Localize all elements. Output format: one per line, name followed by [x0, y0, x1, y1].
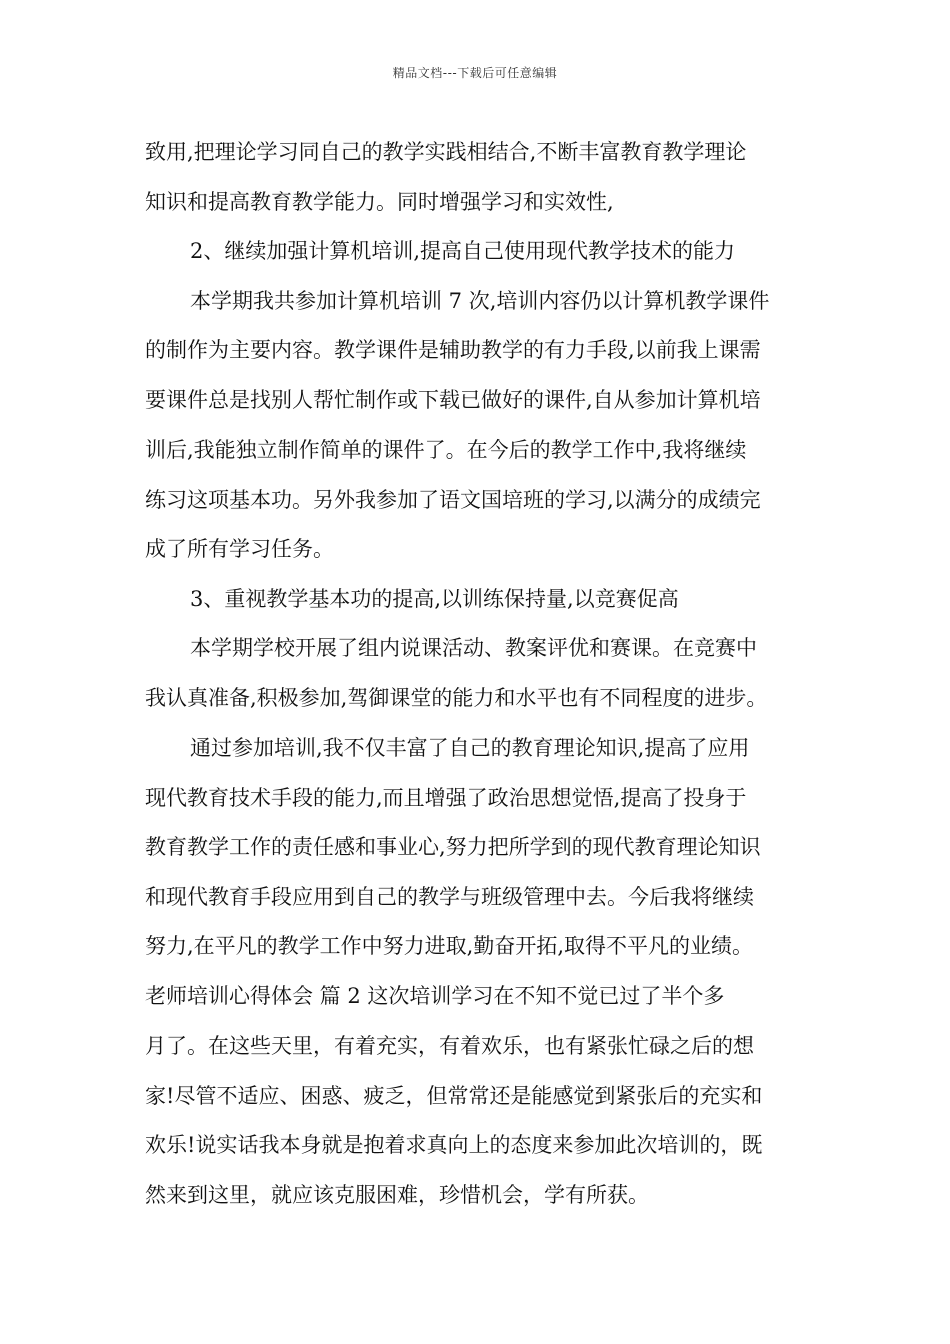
text-line: 然来到这里，就应该克服困难，珍惜机会，学有所获。	[145, 1183, 649, 1207]
section-heading: 3、重视教学基本功的提高,以训练保持量,以竞赛促高	[190, 587, 679, 611]
text-line: 通过参加培训,我不仅丰富了自己的教育理论知识,提高了应用	[190, 736, 750, 760]
text-line: 成了所有学习任务。	[145, 537, 334, 561]
text-line: 知识和提高教育教学能力。同时增强学习和实效性,	[145, 190, 614, 214]
text-line: 现代教育技术手段的能力,而且增强了政治思想觉悟,提高了投身于	[145, 786, 747, 810]
text-line: 努力,在平凡的教学工作中努力进取,勤奋开拓,取得不平凡的业绩。	[145, 934, 754, 958]
text-line: 和现代教育手段应用到自己的教学与班级管理中去。今后我将继续	[145, 885, 754, 909]
text-line: 月了。在这些天里，有着充实，有着欢乐，也有紧张忙碌之后的想	[145, 1034, 754, 1058]
text-line: 的制作为主要内容。教学课件是辅助教学的有力手段,以前我上课需	[145, 338, 761, 362]
text-line: 要课件总是找别人帮忙制作或下载已做好的课件,自从参加计算机培	[145, 388, 761, 412]
text-line: 训后,我能独立制作简单的课件了。在今后的教学工作中,我将继续	[145, 438, 747, 462]
section-heading: 2、继续加强计算机培训,提高自己使用现代教学技术的能力	[190, 239, 736, 263]
text-line: 本学期我共参加计算机培训 7 次,培训内容仍以计算机教学课件	[190, 289, 770, 313]
text-line: 老师培训心得体会 篇 2 这次培训学习在不知不觉已过了半个多	[145, 984, 725, 1008]
text-line: 致用,把理论学习同自己的教学实践相结合,不断丰富教育教学理论	[145, 140, 747, 164]
text-line: 欢乐!说实话我本身就是抱着求真向上的态度来参加此次培训的，既	[145, 1133, 763, 1157]
text-line: 我认真准备,积极参加,驾御课堂的能力和水平也有不同程度的进步。	[145, 686, 768, 710]
text-line: 家!尽管不适应、困惑、疲乏，但常常还是能感觉到紧张后的充实和	[145, 1084, 763, 1108]
page-header: 精品文档---下载后可任意编辑	[392, 66, 558, 80]
text-line: 本学期学校开展了组内说课活动、教案评优和赛课。在竞赛中	[190, 636, 757, 660]
text-line: 练习这项基本功。另外我参加了语文国培班的学习,以满分的成绩完	[145, 488, 761, 512]
text-line: 教育教学工作的责任感和事业心,努力把所学到的现代教育理论知识	[145, 835, 761, 859]
